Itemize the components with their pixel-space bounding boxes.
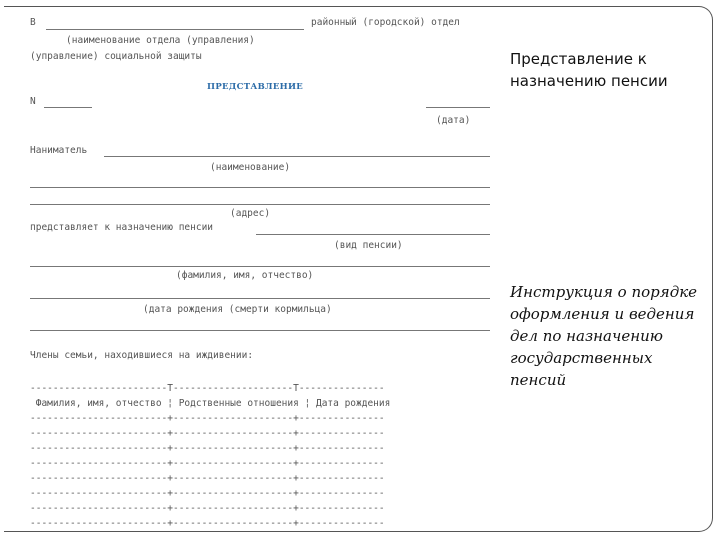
dates-blank [30,298,490,299]
employer-label: Наниматель [30,145,88,156]
table-header-row: Фамилия, имя, отчество ¦ Родственные отношения ¦ Дата рождения [30,398,391,409]
number-label: N [30,96,36,107]
employer-blank [104,156,490,157]
table-row: ------------------------+---------------------+--------------- [30,458,385,469]
form-heading: ПРЕДСТАВЛЕНИЕ [207,82,304,92]
address-blank [30,204,490,205]
social-protection-line: (управление) социальной защиты [30,51,202,62]
address-caption: (адрес) [230,208,271,219]
table-row: ------------------------+---------------------+--------------- [30,473,385,484]
pension-type-caption: (вид пенсии) [334,240,403,251]
table-row: ------------------------+---------------------+--------------- [30,443,385,454]
addressee-prefix: В [30,17,36,28]
table-border-top: ------------------------T---------------------T--------------- [30,383,385,394]
date-blank [426,107,490,108]
table-row: ------------------------+---------------------+--------------- [30,503,385,514]
table-row: ------------------------+---------------------+--------------- [30,488,385,499]
department-caption: (наименование отдела (управления) [66,35,255,46]
table-row: ------------------------+---------------------+--------------- [30,413,385,424]
date-caption: (дата) [436,115,471,126]
dates-caption: (дата рождения (смерти кормильца) [143,304,332,315]
fio-caption: (фамилия, имя, отчество) [176,270,314,281]
department-blank [46,29,304,30]
blank-line [30,330,490,331]
blank-line [30,187,490,188]
slide-title: Представление к назначению пенсии [510,50,668,90]
employer-name-caption: (наименование) [210,162,291,173]
addressee-suffix: районный (городской) отдел [311,17,460,28]
table-row: ------------------------+---------------------+--------------- [30,518,385,529]
pension-label: представляет к назначению пенсии [30,222,214,233]
table-row: ------------------------+---------------------+--------------- [30,428,385,439]
family-label: Члены семьи, находившиеся на иждивении: [30,350,254,361]
pension-type-blank [256,234,490,235]
number-blank [44,107,92,108]
fio-blank [30,266,490,267]
instruction-reference: Инструкция о порядке оформления и ведения дел по назначению государственных пенсий [510,283,698,389]
